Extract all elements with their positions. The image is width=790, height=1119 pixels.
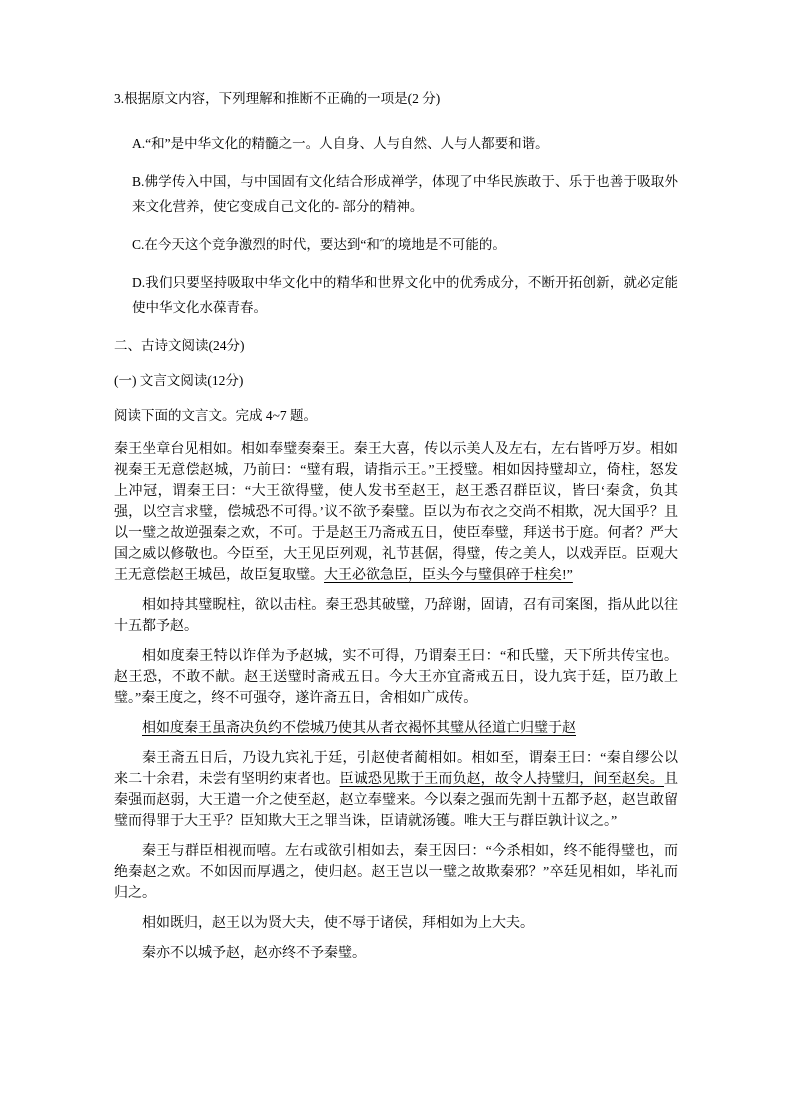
- question-3-block: [114, 89, 678, 320]
- question-3-stem: 3.根据原文内容，下列理解和推断不正确的一项是(2 分): [114, 91, 441, 106]
- underlined-text: 相如度秦王虽斋决负约不偿城乃使其从者衣褐怀其璧从径道亡归璧于赵: [142, 721, 576, 736]
- question-3-options: [114, 131, 678, 320]
- passage-text: 相如持其璧睨柱，欲以击柱。秦王恐其破璧，乃辞谢，固请，召有司案图，指从此以往十五都予赵。: [114, 598, 678, 634]
- question-option: A.“和”是中华文化的精髓之一。人自身、人与自然、人与人都要和谐。: [132, 136, 549, 151]
- passage-paragraph: [114, 841, 678, 904]
- passage-text: 秦王坐章台见相如。相如奉璧奏秦王。秦王大喜，传以示美人及左右，左右皆呼万岁。相如视秦王无意偿赵城，乃前曰：“璧有瑕，请指示王。”王授璧。相如因持璧却立，倚柱，怒发上冲冠，谓秦王曰：“大王欲得璧，使人发书至赵王，赵王悉召群臣议，皆曰‘秦贪，负其强，以空言求璧，偿城恐不可得。’议不欲予秦璧。臣以为布衣之交尚不相欺，况大国乎？且以一璧之故逆强秦之欢，不可。于是赵王乃斋戒五日，使臣奉璧，拜送书于庭。何者？严大国之威以修敬也。今臣至，大王见臣列观，礼节甚倨，得璧，传之美人，以戏弄臣。臣观大王无意偿赵王城邑，故臣复取璧。: [114, 442, 678, 583]
- passage-paragraph: [114, 748, 678, 832]
- passage-text: 秦王斋五日后，乃设九宾礼于廷，引赵使者蔺相如。相如至，谓秦王曰：“秦自缪公以来二十余君，未尝有坚明约束者也。: [114, 751, 678, 787]
- underlined-text: 大王必欲急臣，臣头今与璧俱碎于柱矣!”: [324, 568, 573, 583]
- passage-paragraph: [114, 439, 678, 586]
- passage-intro: 阅读下面的文言文。完成 4~7 题。: [114, 408, 318, 423]
- passage-paragraph: [114, 913, 678, 934]
- passage-paragraph: [114, 718, 678, 739]
- passage-text: 秦王与群臣相视而嘻。左右或欲引相如去，秦王因曰：“今杀相如，终不能得璧也，而绝秦赵之欢。不如因而厚遇之，使归赵。赵王岂以一璧之故欺秦邪？”卒廷见相如，毕礼而归之。: [114, 844, 678, 901]
- question-option: C.在今天这个竞争激烈的时代，要达到“和˝的境地是不可能的。: [132, 237, 506, 252]
- passage-text: 且秦强而赵弱，大王遣一介之使至赵，赵立奉璧来。今以秦之强而先割十五都予赵，赵岂敢留璧而得罪于大王乎？臣知欺大王之罪当诛，臣请就汤镬。唯大王与群臣孰计议之。”: [114, 772, 678, 829]
- section-heading: 二、古诗文阅读(24分): [114, 338, 245, 353]
- passage-text: 相如既归，赵王以为贤大夫，使不辱于诸侯，拜相如为上大夫。: [142, 916, 534, 931]
- passage-text: 秦亦不以城予赵，赵亦终不予秦璧。: [142, 946, 366, 961]
- passage-body: [114, 439, 678, 964]
- question-option: D.我们只要坚持吸取中华文化中的精华和世界文化中的优秀成分，不断开拓创新，就必定能使中华文化水葆青春。: [132, 275, 678, 315]
- passage-text: 相如度秦王特以诈佯为予赵城，实不可得，乃谓秦王曰：“和氏璧，天下所共传宝也。赵王恐，不敢不献。赵王送璧时斋戒五日。今大王亦宜斋戒五日，设九宾于廷，臣乃敢上璧。”秦王度之，终不可强夺，遂许斋五日，舍相如广成传。: [114, 649, 678, 706]
- underlined-text: 臣诚恐见欺于王而负赵，故令人持璧归，间至赵矣。: [339, 772, 664, 787]
- passage-paragraph: [114, 943, 678, 964]
- question-option: B.佛学传入中国，与中国固有文化结合形成禅学，体现了中华民族敢于、乐于也善于吸取外来文化营养，使它变成自己文化的- 部分的精神。: [132, 174, 678, 214]
- passage-paragraph: [114, 595, 678, 637]
- passage-paragraph: [114, 646, 678, 709]
- subsection-heading: (一) 文言文阅读(12分): [114, 373, 244, 388]
